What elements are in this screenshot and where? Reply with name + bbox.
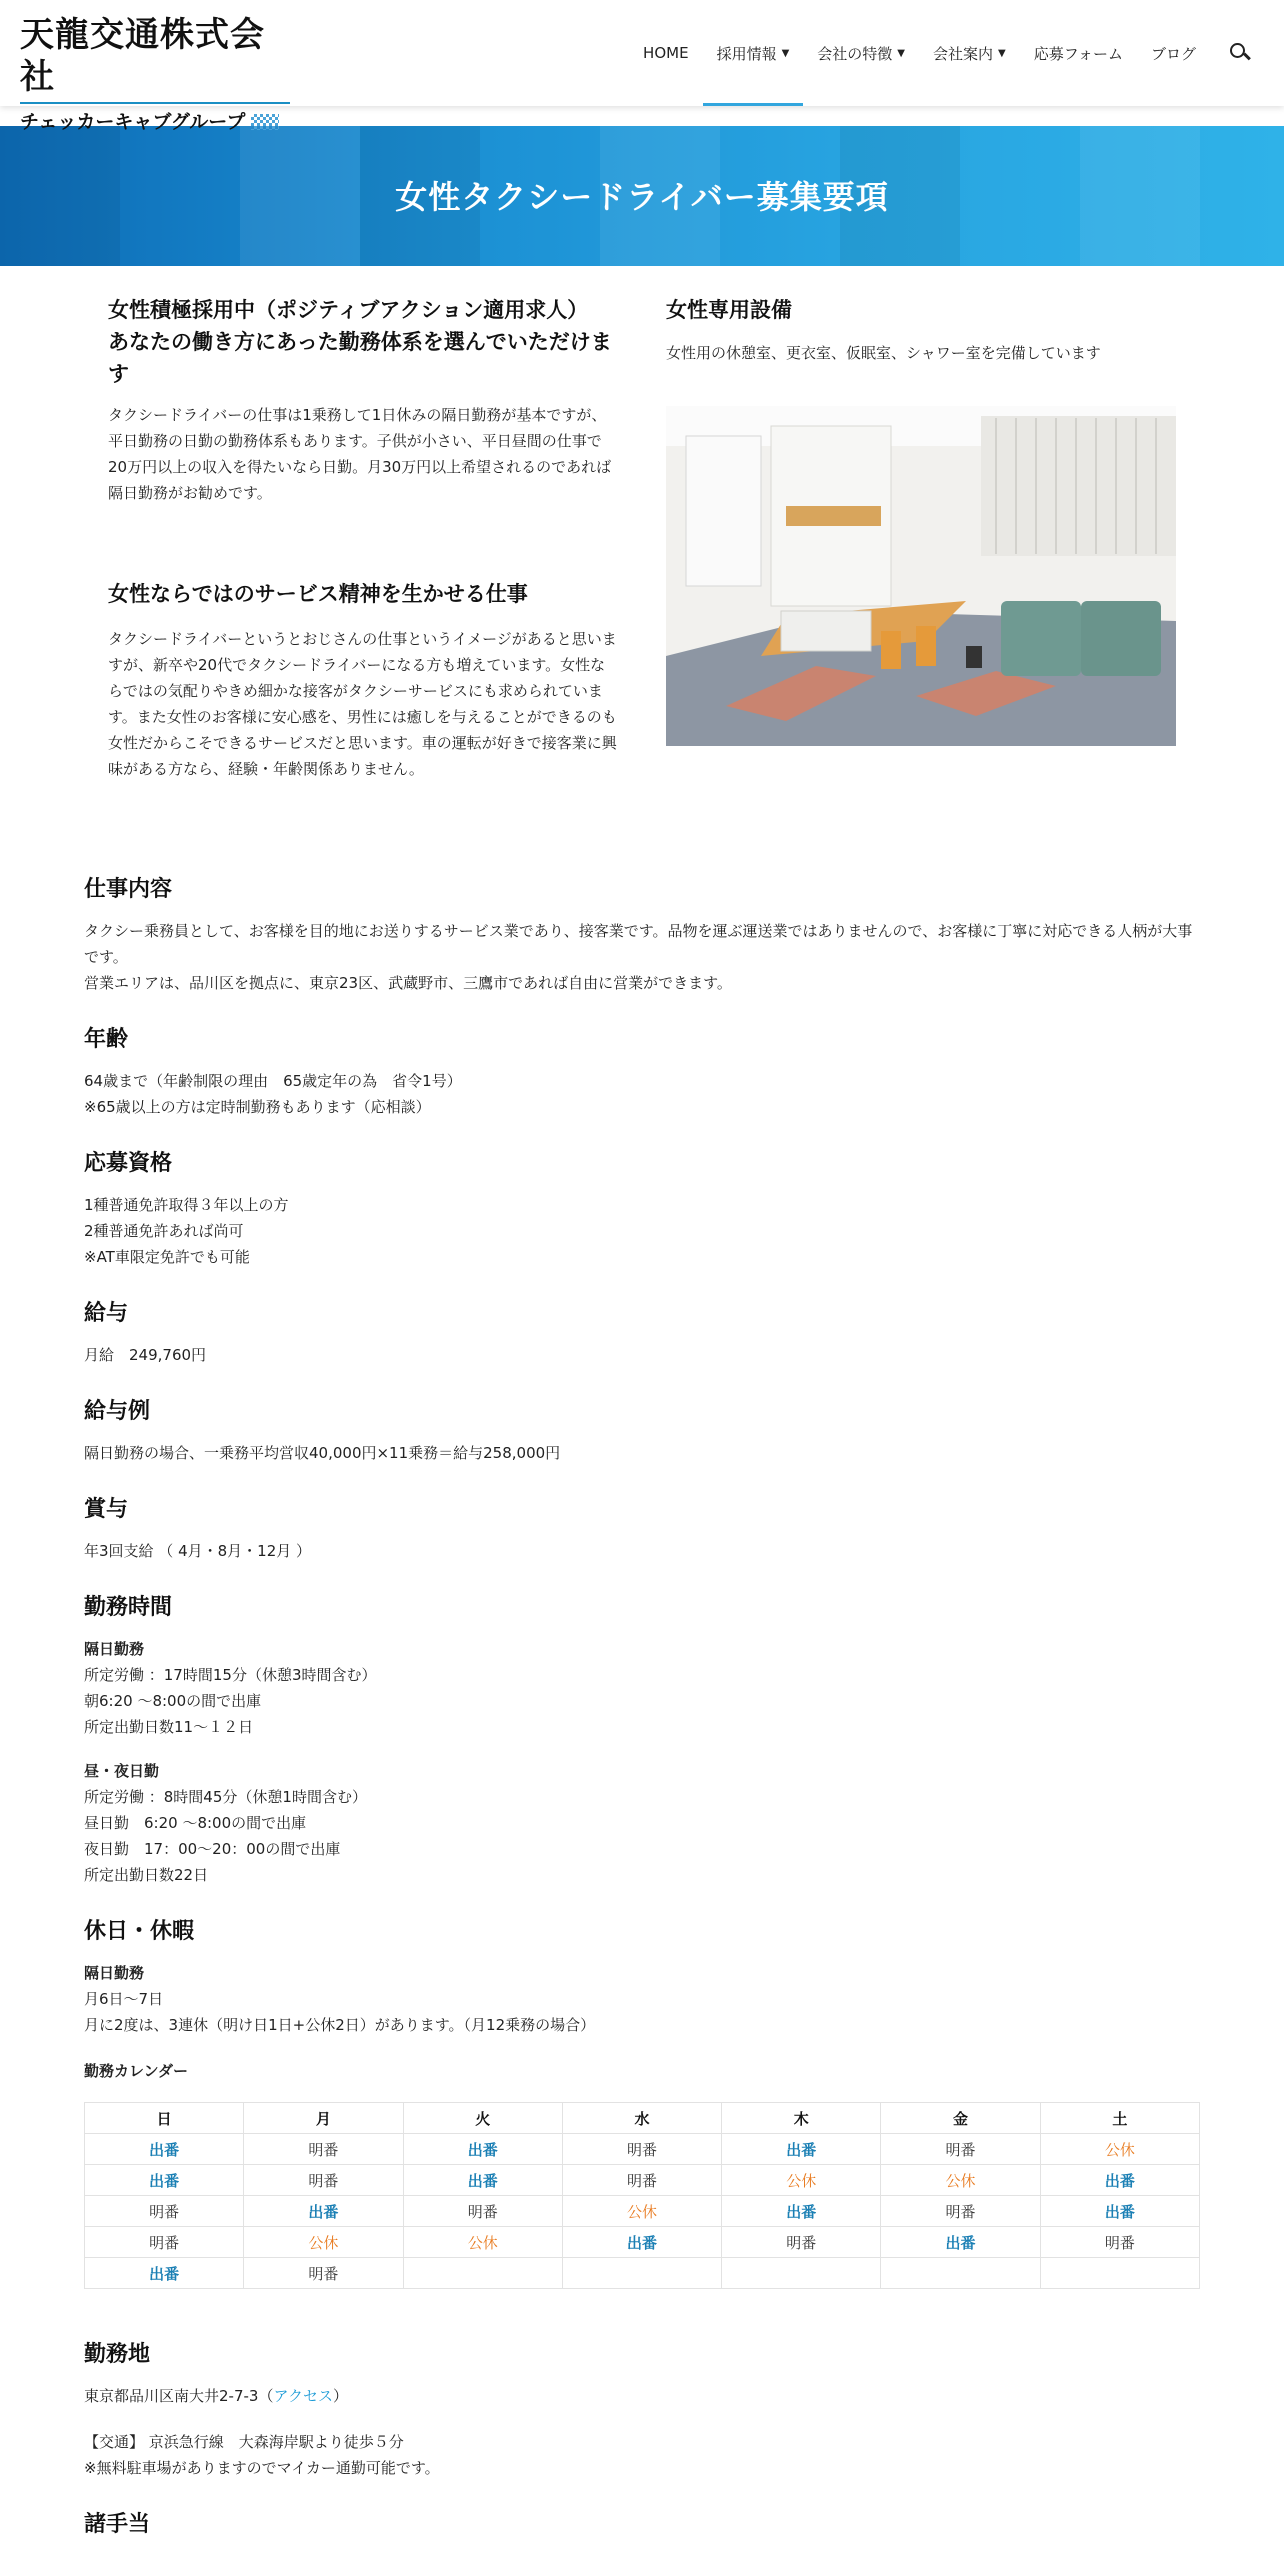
section-text: 【交通】 京浜急行線 大森海岸駅より徒歩５分 ※無料駐車場がありますのでマイカー通勤可能です。	[84, 2433, 440, 2477]
hero-banner	[0, 126, 1284, 266]
calendar-day-header: 月	[244, 2103, 403, 2134]
calendar-cell: 出番	[403, 2165, 562, 2196]
access-link[interactable]: アクセス	[273, 2387, 334, 2405]
logo-company-name: 天龍交通株式会社	[20, 15, 265, 97]
nav-features[interactable]	[803, 0, 919, 106]
section-heading: 給与	[84, 1301, 129, 1326]
hours-section	[84, 1592, 1200, 1888]
qualification-section	[84, 1148, 1200, 1270]
calendar-cell: 明番	[244, 2134, 403, 2165]
calendar-cell: 明番	[244, 2258, 403, 2289]
calendar-row	[85, 2165, 1200, 2196]
section-text: 月給 249,760円	[84, 1346, 207, 1364]
section-text: 1種普通免許取得３年以上の方 2種普通免許あれば尚可 ※AT車限定免許でも可能	[84, 1196, 289, 1266]
site-header	[0, 0, 1284, 133]
section-body-positive-action: タクシードライバーの仕事は1乗務して1日休みの隔日勤務が基本ですが、平日勤務の日勤の勤務体系もあります。子供が小さい、平日昼間の仕事で20万円以上の収入を得たいなら日勤。月30万円以上希望されるのであれば隔日勤務がお勧めです。	[108, 406, 612, 502]
calendar-cell	[562, 2258, 721, 2289]
calendar-cell: 公休	[722, 2165, 881, 2196]
main-nav	[629, 0, 1254, 106]
section-heading: 年齢	[84, 1027, 129, 1052]
section-heading: 休日・休暇	[84, 1919, 195, 1944]
calendar-cell	[1040, 2258, 1199, 2289]
chevron-down-icon: ▼	[781, 47, 790, 59]
calendar-day-header: 土	[1040, 2103, 1199, 2134]
calendar-cell: 明番	[244, 2165, 403, 2196]
requirements-content	[84, 874, 1200, 2568]
calendar-cell: 出番	[722, 2134, 881, 2165]
salary-section	[84, 1298, 1200, 1368]
nav-blog[interactable]	[1137, 0, 1210, 106]
logo-rule	[20, 102, 290, 104]
calendar-cell: 公休	[881, 2165, 1040, 2196]
calendar-cell: 明番	[85, 2196, 244, 2227]
sub-heading: 隔日勤務	[84, 1640, 145, 1658]
address-line	[84, 2383, 1200, 2409]
section-heading: 勤務地	[84, 2342, 151, 2367]
calendar-row	[85, 2134, 1200, 2165]
chevron-down-icon: ▼	[897, 47, 905, 59]
sub-heading: 昼・夜日勤	[84, 1762, 160, 1780]
calendar-day-header: 水	[562, 2103, 721, 2134]
logo-group-name	[20, 110, 290, 134]
calendar-cell: 公休	[403, 2227, 562, 2258]
facilities-column	[666, 294, 1178, 746]
intro-left-column	[108, 294, 618, 782]
calendar-cell: 明番	[85, 2227, 244, 2258]
calendar-cell: 公休	[562, 2196, 721, 2227]
calendar-cell: 出番	[881, 2227, 1040, 2258]
checker-flag-icon	[251, 114, 279, 130]
calendar-cell	[403, 2258, 562, 2289]
calendar-row	[85, 2258, 1200, 2289]
work-calendar-table	[84, 2102, 1200, 2289]
section-title-facilities: 女性専用設備	[666, 298, 792, 322]
section-text: 月6日～7日 月に2度は、3連休（明け日1日+公休2日）があります。（月12乗務の場合）	[84, 1990, 596, 2034]
section-title-positive-action: 女性積極採用中（ポジティブアクション適用求人） あなたの働き方にあった勤務体系を選んでいただけます	[108, 298, 612, 386]
section-text: 所定労働 ：17時間15分（休憩3時間含む） 朝6:20 ～8:00の間で出庫 所定出勤日数11～１２日	[84, 1666, 377, 1736]
calendar-cell: 明番	[562, 2134, 721, 2165]
calendar-cell: 出番	[85, 2134, 244, 2165]
section-heading: 応募資格	[84, 1151, 173, 1176]
holiday-section	[84, 1916, 1200, 2289]
nav-label: 会社の特徴	[817, 44, 893, 63]
location-section	[84, 2339, 1200, 2481]
calendar-cell: 明番	[722, 2227, 881, 2258]
section-body-facilities: 女性用の休憩室、更衣室、仮眠室、シャワー室を完備しています	[666, 344, 1101, 362]
calendar-day-header: 金	[881, 2103, 1040, 2134]
chevron-down-icon: ▼	[998, 47, 1006, 59]
section-heading: 勤務時間	[84, 1595, 173, 1620]
search-icon[interactable]	[1224, 38, 1254, 68]
section-title-service: 女性ならではのサービス精神を生かせる仕事	[108, 582, 528, 606]
sub-heading: 隔日勤務	[84, 1964, 145, 1982]
calendar-cell: 出番	[562, 2227, 721, 2258]
calendar-title: 勤務カレンダー	[84, 2062, 189, 2080]
section-text: 年3回支給 （ 4月・8月・12月 ）	[84, 1542, 312, 1560]
section-text: タクシー乗務員として、お客様を目的地にお送りするサービス業であり、接客業です。品物を運ぶ運送業ではありませんので、お客様に丁寧に対応できる人柄が大事です。 営業エリアは、品川区を拠点に、東京23区、武蔵野市、三鷹市であれば自由に営業ができます。	[84, 922, 1193, 992]
salary-example-section	[84, 1396, 1200, 1466]
nav-company[interactable]	[919, 0, 1020, 106]
nav-recruit[interactable]	[703, 0, 804, 106]
calendar-cell: 出番	[403, 2134, 562, 2165]
calendar-cell: 出番	[1040, 2165, 1199, 2196]
nav-label: ブログ	[1150, 44, 1196, 63]
nav-label: HOME	[643, 44, 689, 62]
calendar-cell: 明番	[881, 2134, 1040, 2165]
calendar-cell: 出番	[85, 2165, 244, 2196]
nav-home[interactable]	[629, 0, 703, 106]
section-body-service: タクシードライバーというとおじさんの仕事というイメージがあると思いますが、新卒や20代でタクシードライバーになる方も増えています。女性ならではの気配りやきめ細かな接客がタクシーサービスにも求められています。また女性のお客様に安心感を、男性には癒しを与えることができるのも女性だからこそできるサービスだと思います。車の運転が好きで接客業に興味がある方なら、経験・年齢関係ありません。	[108, 630, 617, 778]
calendar-cell: 出番	[244, 2196, 403, 2227]
calendar-cell	[881, 2258, 1040, 2289]
lounge-room-photo	[666, 406, 1176, 746]
nav-label: 会社案内	[933, 44, 994, 63]
calendar-day-header: 木	[722, 2103, 881, 2134]
calendar-row	[85, 2196, 1200, 2227]
section-heading: 諸手当	[84, 2512, 151, 2537]
nav-label: 応募フォーム	[1033, 44, 1123, 63]
address-text: 東京都品川区南大井2-7-3（	[84, 2387, 274, 2405]
address-close: ）	[333, 2387, 349, 2405]
section-heading: 給与例	[84, 1399, 151, 1424]
calendar-cell: 公休	[244, 2227, 403, 2258]
nav-label: 採用情報	[716, 44, 777, 63]
calendar-cell: 明番	[1040, 2227, 1199, 2258]
calendar-cell: 出番	[1040, 2196, 1199, 2227]
page-title: 女性タクシードライバー募集要項	[395, 178, 889, 216]
logo-sub-text: チェッカーキャブグループ	[20, 111, 246, 133]
calendar-cell: 公休	[1040, 2134, 1199, 2165]
section-text: 64歳まで（年齢制限の理由 65歳定年の為 省令1号） ※65歳以上の方は定時制勤務もあります（応相談）	[84, 1072, 462, 1116]
calendar-day-header: 火	[403, 2103, 562, 2134]
calendar-cell: 明番	[881, 2196, 1040, 2227]
calendar-cell: 出番	[85, 2258, 244, 2289]
allowance-section	[84, 2509, 1200, 2541]
section-text: 隔日勤務の場合、一乗務平均営収40,000円×11乗務＝給与258,000円	[84, 1444, 561, 1462]
calendar-cell: 明番	[403, 2196, 562, 2227]
bonus-section	[84, 1494, 1200, 1564]
age-section	[84, 1024, 1200, 1120]
calendar-cell	[722, 2258, 881, 2289]
calendar-cell: 明番	[562, 2165, 721, 2196]
job-section	[84, 874, 1200, 996]
calendar-row	[85, 2227, 1200, 2258]
section-heading: 賞与	[84, 1497, 129, 1522]
calendar-cell: 出番	[722, 2196, 881, 2227]
site-logo[interactable]	[20, 14, 290, 134]
section-heading: 仕事内容	[84, 877, 173, 902]
calendar-day-header: 日	[85, 2103, 244, 2134]
section-text: 所定労働 ：8時間45分（休憩1時間含む） 昼日勤 6:20 ～8:00の間で出庫 夜日勤 17：00～20：00の間で出庫 所定出勤日数22日	[84, 1788, 367, 1884]
nav-apply-form[interactable]	[1020, 0, 1137, 106]
